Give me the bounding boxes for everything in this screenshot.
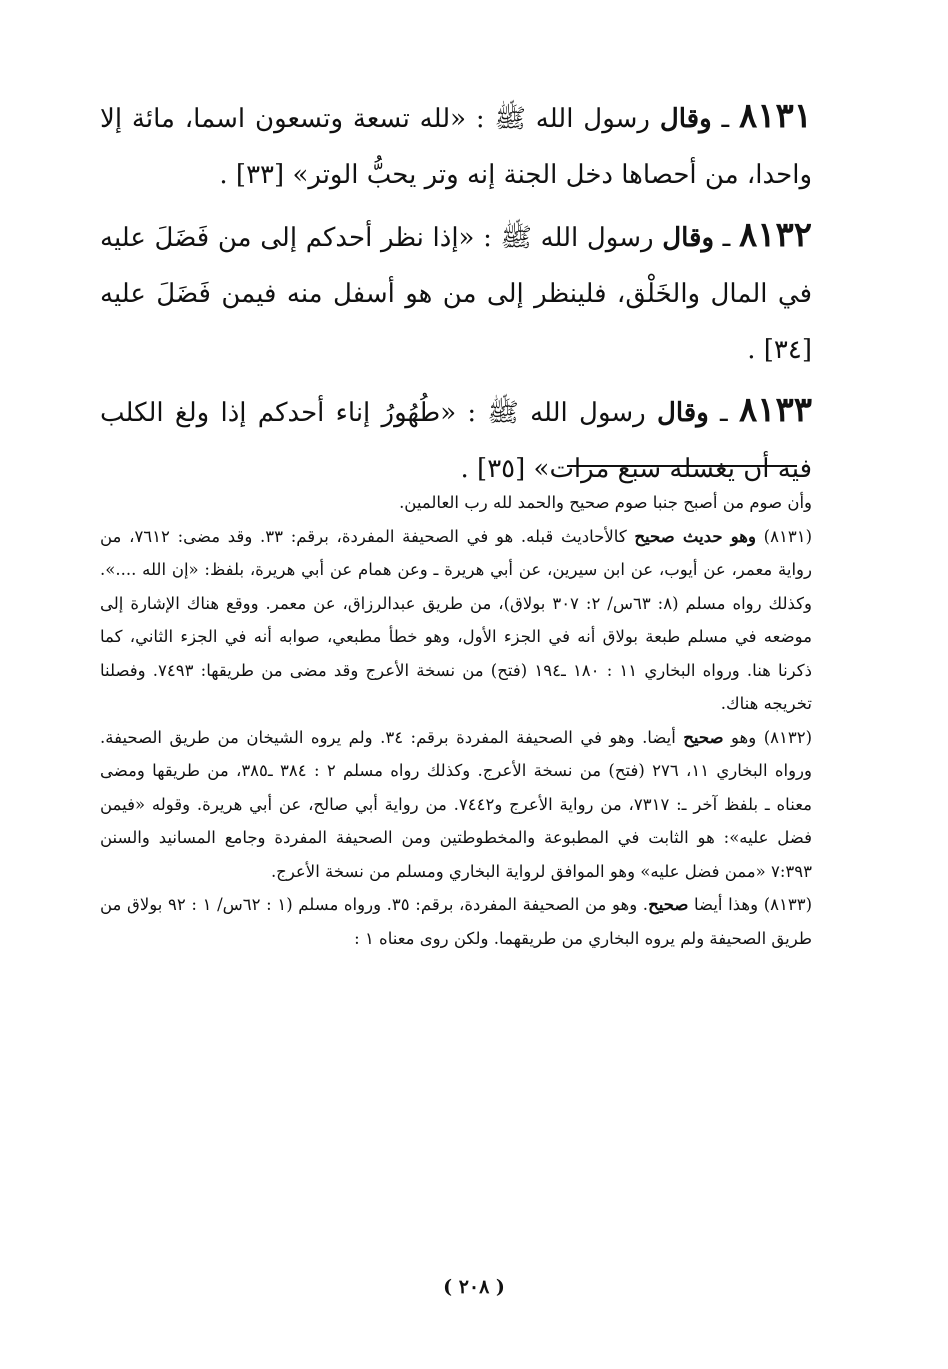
- hadith-body: رسول الله ﷺ : «إذا نظر أحدكم إلى من فَضَلَ عليه في المال والخَلْق، فلينظر إلى من هو أسفل منه فيمن فَضَلَ عليه [٣٤] .: [100, 223, 812, 365]
- footnote-pre: وهذا أيضا: [688, 895, 764, 914]
- footnote-number: (٨١٣١): [763, 526, 812, 546]
- footnote-text: أيضا. وهو في الصحيفة المفردة برقم: ٣٤. ولم يروه الشيخان من طريق الصحيفة. ورواه البخاري ١١، ٢٧٦ (فتح) من نسخة الأعرج. وكذلك رواه مسلم ٢ : ٣٨٤ ـ٣٨٥، من طريقها ومضى معناه ـ بلفظ آخر ـ: ٧٣١٧، من رواية الأعرج و٧٤٤٢. من رواية أبي صالح، عن أبي هريرة. وقوله «فيمن فضل عليه»: هو الثابت في المطبوعة والمخطوطتين ومن الصحيفة المفردة وجامع المسانيد والسنن ٧:٣٩٣ «ممن فضل عليه» وهو الموافق لرواية البخاري ومسلم من نسخة الأعرج.: [100, 727, 812, 881]
- footnote-number: (٨١٣٢): [763, 727, 813, 747]
- hadith-entry: [100, 207, 812, 378]
- hadith-entry: [100, 382, 812, 497]
- footnote-text: . وهو من الصحيفة المفردة، برقم: ٣٥. ورواه مسلم (١ : ٦٢س/ ١ : ٩٢ بولاق من طريق الصحيفة ولم يروه البخاري من طريقهما. ولكن روى معناه ١ :: [100, 895, 812, 948]
- hadith-dash: ـ: [711, 104, 739, 134]
- footnote-text: كالأحاديث قبله. هو في الصحيفة المفردة، برقم: ٣٣. وقد مضى: ٧٦١٢، من رواية معمر، عن أيوب، عن ابن سيرين، عن أبي هريرة ـ وعن همام عن أبي هريرة، بلفظ: «إن الله ....». وكذلك رواه مسلم (٨: ٦٣س/ ٢: ٣٠٧ بولاق)، من طريق عبدالرزاق، عن معمر. ووقع هناك الإشارة إلى موضعه في مسلم طبعة بولاق أنه في الجزء الأول، وهو خطأ مطبعي، صوابه أنه في الجزء الثاني، كما ذكرنا هنا. ورواه البخاري ١١ : ١٨٠ ـ١٩٤ (فتح) من نسخة الأعرج وقد مضى من طريقها: ٧٤٩٣. وفصلنا تخريجه هناك.: [100, 526, 812, 713]
- footnote-item: [100, 520, 812, 721]
- footnote-number: (٨١٣٣): [763, 895, 813, 914]
- footnote-grading: صحيح: [683, 727, 724, 747]
- hadith-main-text: [100, 88, 812, 501]
- hadith-lead-word: وقال: [656, 398, 709, 428]
- footnote-separator: [567, 465, 797, 467]
- footnote-item: [100, 888, 812, 955]
- hadith-entry: [100, 88, 812, 203]
- hadith-number: ٨١٣١: [738, 96, 812, 136]
- hadith-dash: ـ: [708, 398, 739, 428]
- page-number: ( ٢٠٨ ): [443, 1276, 505, 1298]
- footnote-grading: صحيح: [648, 895, 689, 914]
- footnotes: [100, 486, 812, 955]
- footnote-pre: وهو: [723, 727, 764, 747]
- hadith-number: ٨١٣٢: [738, 215, 812, 255]
- footnote-carryover: وأن صوم من أصبح جنبا صوم صحيح والحمد لله رب العالمين.: [399, 493, 812, 512]
- hadith-dash: ـ: [714, 223, 739, 253]
- hadith-lead-word: وقال: [662, 223, 715, 253]
- footnote-pre: [756, 527, 764, 546]
- hadith-number: ٨١٣٣: [738, 390, 812, 430]
- hadith-lead-word: وقال: [659, 104, 712, 134]
- footnote-item: [100, 721, 812, 889]
- footnote-grading: وهو حديث صحيح: [634, 526, 756, 546]
- hadith-body: رسول الله ﷺ : «طُهُورُ إناء أحدكم إذا ولغ الكلب فيه أن يغسله سبع مرات» [٣٥] .: [100, 398, 812, 484]
- hadith-body: رسول الله ﷺ : «لله تسعة وتسعون اسما، مائة إلا واحدا، من أحصاها دخل الجنة إنه وتر يحبُّ الوتر» [٣٣] .: [100, 104, 812, 190]
